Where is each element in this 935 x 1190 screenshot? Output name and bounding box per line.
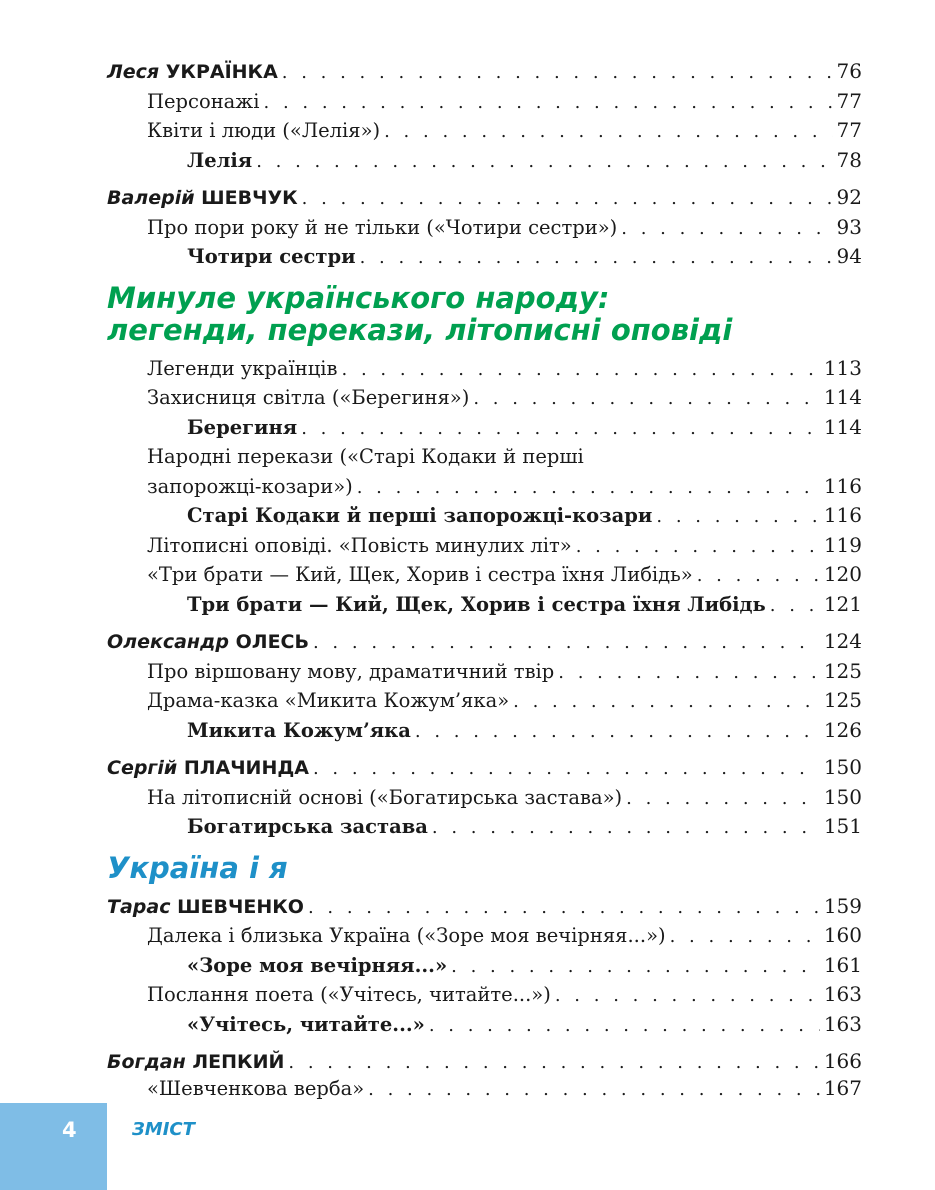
entry-title: Про пори року й не тільки («Чотири сестри»)	[147, 215, 618, 239]
author-surname: УКРАЇНКА	[165, 61, 278, 83]
dot-leader	[670, 922, 820, 952]
toc-entry[interactable]	[107, 116, 862, 146]
dot-leader	[302, 184, 833, 214]
dot-leader	[308, 893, 820, 923]
toc-entry[interactable]	[107, 560, 862, 590]
toc-text-entry[interactable]	[107, 951, 862, 981]
dot-leader	[415, 717, 820, 747]
toc-entry[interactable]	[107, 657, 862, 687]
entry-title: Легенди українців	[147, 356, 338, 380]
dot-leader	[282, 58, 833, 88]
toc-entry[interactable]	[107, 1077, 862, 1099]
entry-title: Літописні оповіді. «Повість минулих літ»	[147, 533, 572, 557]
author-surname: ПЛАЧИНДА	[183, 757, 309, 779]
page-number: 93	[836, 214, 862, 239]
page-number: 77	[836, 88, 862, 113]
toc-text-entry[interactable]	[107, 1010, 862, 1040]
dot-leader	[357, 473, 820, 503]
toc-author-entry[interactable]	[107, 183, 862, 213]
author-surname: ОЛЕСЬ	[235, 631, 309, 653]
dot-leader	[429, 1011, 820, 1041]
dot-leader	[264, 88, 833, 118]
entry-title: «Зоре моя вечірняя...»	[187, 953, 448, 977]
entry-title: Лелія	[187, 148, 253, 172]
page-number: 77	[836, 118, 862, 142]
toc-text-entry[interactable]	[107, 413, 862, 443]
toc-text-entry[interactable]	[107, 501, 862, 531]
entry-title: Чотири сестри	[187, 245, 356, 268]
dot-leader	[555, 981, 820, 1011]
dot-leader	[770, 591, 820, 621]
page-number: 163	[823, 1011, 862, 1036]
toc-author-entry[interactable]	[107, 1047, 862, 1077]
page-number: 166	[823, 1049, 862, 1073]
dot-leader	[656, 502, 819, 532]
entry-title: Старі Кодаки й перші запорожці-козари	[187, 504, 653, 527]
author-surname: ШЕВЧЕНКО	[177, 895, 304, 918]
toc-entry[interactable]	[107, 383, 862, 413]
toc-author-entry[interactable]	[107, 753, 862, 783]
entry-title: Персонажі	[147, 89, 260, 113]
entry-title: Про віршовану мову, драматичний твір	[147, 659, 555, 683]
footer-page-number: 4	[62, 1118, 77, 1142]
toc-author-entry[interactable]	[107, 627, 862, 657]
footer-section-label: ЗМІСТ	[132, 1119, 195, 1140]
toc-entry[interactable]	[107, 472, 862, 502]
toc-entry[interactable]	[107, 213, 862, 243]
toc-entry[interactable]	[107, 87, 862, 117]
toc-text-entry[interactable]	[107, 716, 862, 746]
entry-title-first-line[interactable]: Народні перекази («Старі Кодаки й перші	[147, 445, 584, 468]
entry-title: «Учітесь, читайте...»	[187, 1012, 425, 1036]
toc-entry[interactable]	[107, 531, 862, 561]
entry-title: «Шевченкова верба»	[147, 1076, 365, 1100]
page-number: 92	[836, 185, 862, 209]
dot-leader	[621, 214, 832, 244]
entry-title: Берегиня	[187, 415, 298, 439]
dot-leader	[288, 1048, 819, 1078]
page-number: 119	[823, 532, 862, 557]
dot-leader	[313, 628, 820, 658]
author-surname: ЛЕПКИЙ	[192, 1051, 285, 1073]
section-heading	[107, 282, 862, 346]
dot-leader	[697, 561, 820, 591]
entry-title: Драма-казка «Микита Кожум’яка»	[147, 689, 510, 712]
toc-entry[interactable]	[107, 783, 862, 813]
page-number: 167	[823, 1075, 862, 1100]
page-number: 113	[823, 355, 862, 380]
dot-leader	[558, 658, 820, 688]
toc-author-entry[interactable]	[107, 57, 862, 87]
dot-leader	[432, 813, 820, 843]
section-heading-line: легенди, перекази, літописні оповіді	[107, 312, 733, 347]
entry-title-continuation: запорожці-козари»)	[147, 474, 353, 498]
toc-entry[interactable]	[107, 921, 862, 951]
entry-title: Микита Кожум’яка	[187, 718, 411, 742]
entry-title: Захисниця світла («Берегиня»)	[147, 386, 470, 409]
section-heading-line: Україна і я	[107, 850, 288, 885]
toc-text-entry[interactable]	[107, 812, 862, 842]
toc-text-entry[interactable]	[107, 590, 862, 620]
toc-text-entry[interactable]	[107, 242, 862, 272]
toc-text-entry[interactable]	[107, 146, 862, 176]
page-number: 124	[823, 629, 862, 653]
toc-entry[interactable]	[107, 686, 862, 716]
page-number: 163	[823, 982, 862, 1006]
entry-title: Далека і близька Україна («Зоре моя вечірняя...»)	[147, 924, 666, 947]
dot-leader	[451, 952, 820, 982]
page-number: 120	[823, 562, 862, 586]
page-number: 78	[836, 147, 862, 172]
page-number: 125	[823, 658, 862, 683]
author-first-name: Богдан	[107, 1051, 186, 1073]
page-number: 159	[823, 893, 862, 918]
dot-leader	[626, 784, 820, 814]
author-surname: ШЕВЧУК	[201, 187, 298, 209]
page-number: 116	[823, 503, 862, 527]
dot-leader	[384, 117, 832, 147]
toc-author-entry[interactable]	[107, 892, 862, 922]
page-number: 116	[823, 473, 862, 498]
page-number: 125	[823, 688, 862, 712]
dot-leader	[342, 355, 820, 385]
entry-title: На літописній основі («Богатирська застава»)	[147, 785, 623, 809]
page-number: 150	[823, 784, 862, 809]
entry-title: Квіти і люди («Лелія»)	[147, 119, 381, 142]
page-number: 114	[823, 414, 862, 439]
page-number: 76	[836, 59, 862, 83]
dot-leader	[313, 754, 820, 784]
dot-leader	[576, 532, 820, 562]
page-number: 121	[823, 591, 862, 616]
dot-leader	[368, 1079, 820, 1101]
entry-title: Богатирська застава	[187, 815, 428, 838]
page-number: 126	[823, 717, 862, 742]
page-number: 114	[823, 385, 862, 409]
toc-entry[interactable]	[107, 354, 862, 384]
dot-leader	[301, 414, 820, 444]
dot-leader	[513, 687, 820, 717]
author-first-name: Валерій	[107, 187, 195, 209]
toc-entry[interactable]	[107, 980, 862, 1010]
dot-leader	[473, 384, 819, 414]
author-first-name: Сергій	[107, 757, 178, 779]
author-first-name: Олександр	[107, 631, 230, 653]
entry-title: Три брати — Кий, Щек, Хорив і сестра їхня Либідь	[187, 592, 766, 616]
footer-page-tab	[0, 1103, 107, 1190]
page-number: 151	[823, 814, 862, 838]
dot-leader	[256, 147, 832, 177]
dot-leader	[360, 243, 833, 273]
page-number: 160	[823, 923, 862, 947]
entry-title: Послання поета («Учітесь, читайте...»)	[147, 983, 551, 1006]
section-heading-line: Минуле українського народу:	[107, 280, 610, 315]
page-number: 161	[823, 952, 862, 977]
author-first-name: Тарас	[107, 895, 171, 918]
entry-title: «Три брати — Кий, Щек, Хорив і сестра їхня Либідь»	[147, 563, 693, 586]
section-heading	[107, 852, 862, 884]
page-number: 94	[836, 244, 862, 268]
author-first-name: Леся	[107, 61, 160, 83]
page-number: 150	[823, 755, 862, 779]
table-of-contents	[107, 57, 862, 1099]
